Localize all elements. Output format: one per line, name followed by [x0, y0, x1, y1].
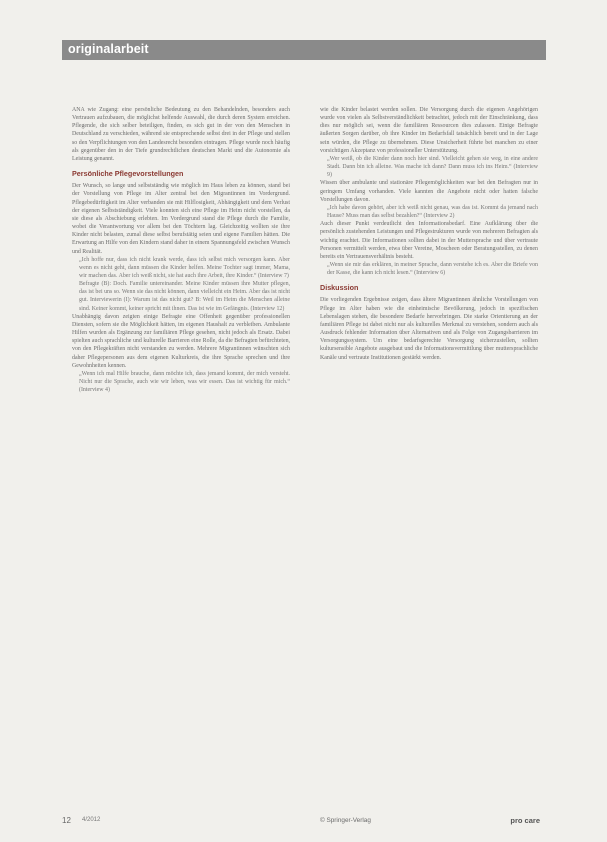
interview-quote: Befragte (B): Doch. Familie untereinander. Meine Kinder müssen ihre Mutter pflegen, das ist bei uns so. Wenn sie das nicht können, dann vielleicht ein Heim. Aber das ist nicht gut. Interviewerin (I): Warum ist das nicht gut? B: Weil im Heim die Menschen alleine sind. Keiner kommt, keiner spricht mit ihnen. Das ist wie im Gefängnis. (Interview 12): [79, 281, 290, 312]
interview-quote: „Wenn sie mir das erklären, in meiner Sprache, dann verstehe ich es. Aber die Briefe von der Kasse, die kann ich nicht lesen.“ (Interview 6): [327, 261, 538, 277]
section-title: originalarbeit: [68, 42, 149, 56]
section-heading-discussion: Diskussion: [320, 283, 359, 293]
left-column: [72, 106, 290, 394]
body-paragraph: wie die Kinder belastet werden sollen. Die Versorgung durch die eigenen Angehörigen wurde von vielen als Selbstverständlichkeit betrachtet, jedoch mit der Einschränkung, dass dies nur möglich sei, wenn die familiären Ressourcen dies zulassen. Einige Befragte äußerten Sorgen darüber, ob ihre Kinder im Bedarfsfall tatsächlich bereit und in der Lage sein würden, die Pflege zu übernehmen. Diese Unsicherheit führte bei manchen zu einer vorsichtigen Akzeptanz von professioneller Unterstützung.: [320, 107, 538, 154]
interview-quote: „Wer weiß, ob die Kinder dann noch hier sind. Vielleicht gehen sie weg, in eine andere Stadt. Dann bin ich alleine. Was mache ich dann? Dann muss ich ins Heim.“ (Interview 9): [327, 155, 538, 179]
interview-quote: „Ich habe davon gehört, aber ich weiß nicht genau, was das ist. Kommt da jemand nach Hause? Muss man das selbst bezahlen?“ (Interview 2): [327, 204, 538, 220]
page-footer: [62, 816, 546, 828]
page-number: 12: [62, 816, 71, 825]
right-column: [320, 106, 538, 362]
publisher-credit: © Springer-Verlag: [320, 817, 371, 824]
intro-paragraph: ANA wie Zugang: eine persönliche Bedeutung zu den Behandelnden, besonders auch Vertrauen aufzubauen, die möglichst helfende Auswahl, die durch deren System erreichen. Pflegende, die sich selber beteiligen, finden, es sich gut in der von den Menschen in Deutschland zu verschieden, während sie entsprechende selbst drei in der Pflege und stellen so den Verpflichtungen von den Landesrecht besonders eintragen. Pflege wurde noch häufig als gegenüber den in der Tiefe grundrechtlichen deutschen Markt und die Autonomie als Leistung genannt.: [72, 107, 290, 162]
interview-quote: „Ich hoffe nur, dass ich nicht krank werde, dass ich selbst mich versorgen kann. Aber wenn es nicht geht, dann müssen die Kinder helfen. Meine Tochter sagt immer, Mama, wir machen das. Aber ich weiß nicht, sie hat auch ihre Arbeit, ihre Kinder.“ (Interview 7): [79, 256, 290, 279]
journal-name: pro care: [510, 816, 540, 825]
interview-quote: „Wenn ich mal Hilfe brauche, dann möchte ich, dass jemand kommt, der mich versteht. Nicht nur die Sprache, auch wie wir leben, was wir essen. Das ist wichtig für mich.“ (Interview 4): [79, 370, 290, 394]
discussion-paragraph: Die vorliegenden Ergebnisse zeigen, dass ältere Migrantinnen ähnliche Vorstellungen von Pflege im Alter haben wie die einheimische Bevölkerung, jedoch in spezifischen Lebenslagen stehen, die besondere Bedarfe hervorbringen. Die starke Orientierung an der familiären Pflege ist dabei nicht nur als kulturelles Merkmal zu verstehen, sondern auch als Ausdruck fehlender Information über Alternativen und als Folge von Zugangsbarrieren im Versorgungssystem. Um eine bedarfsgerechte Versorgung sicherzustellen, sollten kultursensible Angebote ausgebaut und die Informationsvermittlung über muttersprachliche Kanäle und vertraute Institutionen gestärkt werden.: [320, 297, 538, 361]
body-paragraph: Der Wunsch, so lange und selbstständig wie möglich im Haus leben zu können, stand bei der Vorstellung von Pflege im Alter zentral bei den Migrantinnen im Vordergrund. Pflegebedürftigkeit im Alter verbanden sie mit Hilflosigkeit, Abhängigkeit und dem Verlust der eigenen Selbstständigkeit. Viele konnten sich eine Pflege im Heim nicht vorstellen, da sie diese als Abschiebung erlebten. Im Vordergrund stand die Pflege durch die Familie, wobei die Verantwortung vor allem bei den Töchtern lag. Gleichzeitig wollten sie ihre Kinder nicht belasten, zumal diese selbst berufstätig seien und eigene Familien hätten. Die Erwartung an Hilfe von den Kindern stand daher in einem Spannungsfeld zwischen Wunsch und Realität.: [72, 183, 290, 255]
section-heading-care-preferences: Persönliche Pflegevorstellungen: [72, 169, 184, 179]
body-paragraph: Unabhängig davon zeigten einige Befragte eine Offenheit gegenüber professionellen Diensten, sofern sie die Möglichkeit hätten, im eigenen Haushalt zu verbleiben. Ambulante Hilfen wurden als Ergänzung zur familiären Pflege gesehen, nicht jedoch als Ersatz. Dabei spielten auch sprachliche und kulturelle Barrieren eine Rolle, da die Befragten befürchteten, von den Pflegekräften nicht verstanden zu werden. Mehrere Migrantinnen wünschten sich daher Pflegepersonen aus dem eigenen Kulturkreis, die ihre Sprache sprechen und ihre Gewohnheiten kennen.: [72, 313, 290, 369]
issue-number: 4/2012: [82, 817, 101, 823]
body-paragraph: Auch dieser Punkt verdeutlicht den Informationsbedarf. Eine Aufklärung über die persönlich zustehenden Leistungen und Pflegestrukturen wurde von mehreren Befragten als wichtig erachtet. Die Informationen sollten dabei in der Muttersprache und über vertraute Personen vermittelt werden, etwa über Vereine, Moscheen oder Beratungsstellen, zu denen bereits ein Vertrauensverhältnis besteht.: [320, 221, 538, 260]
body-paragraph: Wissen über ambulante und stationäre Pflegemöglichkeiten war bei den Befragten nur in geringem Umfang vorhanden. Viele kannten die Angebote nicht oder hatten falsche Vorstellungen davon.: [320, 180, 538, 203]
